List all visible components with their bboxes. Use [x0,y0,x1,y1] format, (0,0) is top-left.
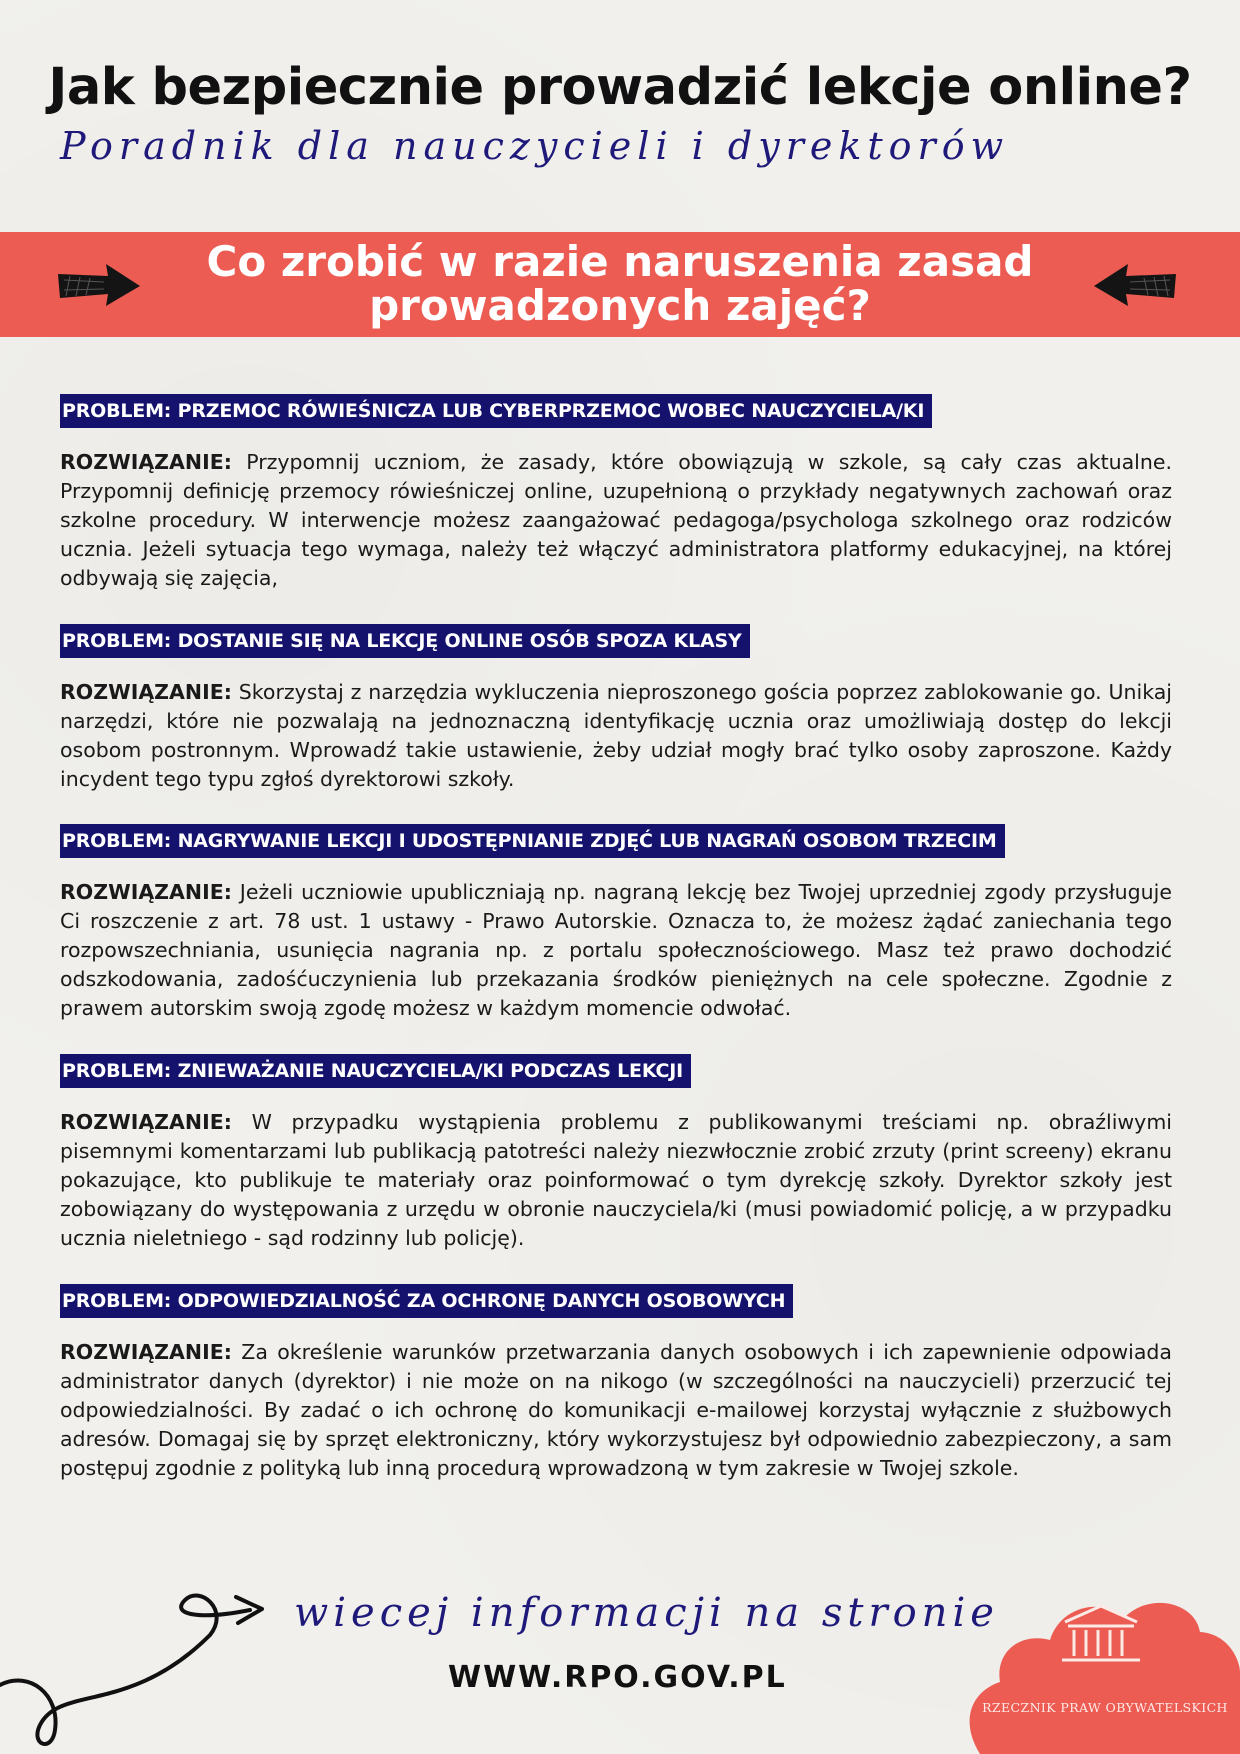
problem-section [60,624,1172,794]
solution-text [60,878,1172,1023]
solution-body: W przypadku wystąpienia problemu z publikowanymi treściami np. obraźliwymi pisemnymi komentarzami lub publikacją patotreści należy niezwłocznie zrobić zrzuty (print screeny) ekranu pokazujące, kto publikuje te materiały oraz poinformować o tym dyrekcję szkoły. Dyrektor szkoły jest zobowiązany do występowania z urzędu w obronie nauczyciela/ki (musi powiadomić policję, a w przypadku ucznia nieletniego - sąd rodzinny lub policję). [60,1110,1172,1250]
solution-text [60,1338,1172,1483]
problem-heading: PROBLEM: PRZEMOC RÓWIEŚNICZA LUB CYBERPRZEMOC WOBEC NAUCZYCIELA/KI [60,394,932,428]
problem-section [60,1284,1172,1483]
solution-label: ROZWIĄZANIE: [60,1110,232,1134]
solution-label: ROZWIĄZANIE: [60,680,232,704]
website-link[interactable]: WWW.RPO.GOV.PL [448,1660,787,1695]
banner-line-2: prowadzonych zajęć? [369,281,871,330]
problem-heading: PROBLEM: ODPOWIEDZIALNOŚĆ ZA OCHRONĘ DANYCH OSOBOWYCH [60,1284,793,1318]
arrow-left-icon [1092,260,1178,310]
page-subtitle: Poradnik dla nauczycieli i dyrektorów [60,124,1010,168]
solution-label: ROZWIĄZANIE: [60,450,232,474]
solution-label: ROZWIĄZANIE: [60,1340,232,1364]
problem-heading: PROBLEM: DOSTANIE SIĘ NA LEKCJĘ ONLINE OSÓB SPOZA KLASY [60,624,750,658]
problem-heading: PROBLEM: ZNIEWAŻANIE NAUCZYCIELA/KI PODCZAS LEKCJI [60,1054,691,1088]
curly-arrow-icon [0,1575,280,1754]
solution-body: Skorzystaj z narzędzia wykluczenia nieproszonego gościa poprzez zablokowanie go. Unikaj narzędzi, które nie pozwalają na jednoznaczną identyfikację ucznia oraz umożliwiają dostęp do lekcji osobom postronnym. Wprowadź takie ustawienie, żeby udział mogły brać tylko osoby zaproszone. Każdy incydent tego typu zgłoś dyrektorowi szkoły. [60,680,1172,791]
banner-line-1: Co zrobić w razie naruszenia zasad [206,237,1034,286]
problem-section [60,1054,1172,1253]
solution-body: Za określenie warunków przetwarzania danych osobowych i ich zapewnienie odpowiada administrator danych (dyrektor) i nie może on na nikogo (w szczególności na nauczycieli) przerzucić tej odpowiedzialności. By zadać o ich ochronę do komunikacji e-mailowej korzystaj wyłącznie z służbowych adresów. Domagaj się by sprzęt elektroniczny, który wykorzystujesz był odpowiednio zabezpieczony, a sam postępuj zgodnie z polityką lub inną procedurą wprowadzoną w tym zakresie w Twojej szkole. [60,1340,1172,1480]
banner-heading [140,237,1100,330]
rpo-logo-icon [940,1572,1240,1754]
more-info-text: wiecej informacji na stronie [294,1590,999,1636]
problem-section [60,824,1172,1023]
section-banner [0,232,1240,337]
solution-body: Przypomnij uczniom, że zasady, które obowiązują w szkole, są cały czas aktualne. Przypomnij definicję przemocy rówieśniczej online, uzupełnioną o przykłady negatywnych zachowań oraz szkolne procedury. W interwencje możesz zaangażować pedagoga/psychologa szkolnego oraz rodziców ucznia. Jeżeli sytuacja tego wymaga, należy też włączyć administratora platformy edukacyjnej, na której odbywają się zajęcia, [60,450,1172,590]
problem-heading: PROBLEM: NAGRYWANIE LEKCJI I UDOSTĘPNIANIE ZDJĘĆ LUB NAGRAŃ OSOBOM TRZECIM [60,824,1005,858]
solution-text [60,1108,1172,1253]
solution-text [60,448,1172,593]
page-title: Jak bezpiecznie prowadzić lekcje online? [48,58,1192,117]
arrow-right-icon [56,260,142,310]
logo-caption: RZECZNIK PRAW OBYWATELSKICH [982,1700,1228,1715]
problem-section [60,394,1172,593]
solution-text [60,678,1172,794]
solution-label: ROZWIĄZANIE: [60,880,232,904]
solution-body: Jeżeli uczniowie upubliczniają np. nagraną lekcję bez Twojej uprzedniej zgody przysługuje Ci roszczenie z art. 78 ust. 1 ustawy - Prawo Autorskie. Oznacza to, że możesz żądać zaniechania tego rozpowszechniania, usunięcia nagrania np. z portalu społecznościowego. Masz też prawo dochodzić odszkodowania, zadośćuczynienia lub przekazania środków pieniężnych na cele społeczne. Zgodnie z prawem autorskim swoją zgodę możesz w każdym momencie odwołać. [60,880,1172,1020]
